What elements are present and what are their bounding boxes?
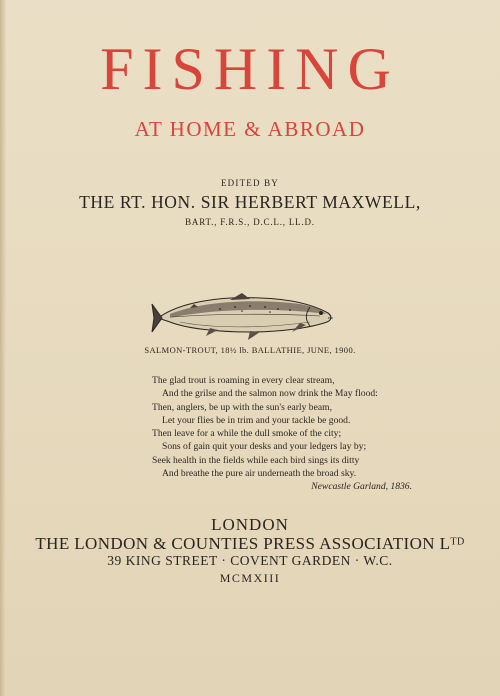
poem-line: Seek health in the fields while each bird sings its ditty (152, 454, 360, 466)
poem-source: Newcastle Garland, 1836. (311, 481, 412, 493)
imprint-address: 39 KING STREET · COVENT GARDEN · W.C. (107, 553, 393, 568)
imprint-year: MCMXIII (219, 571, 281, 585)
poem-line: And the grilse and the salmon now drink the May flood: (162, 388, 378, 400)
poem-line: And breathe the pure air underneath the broad sky. (162, 468, 357, 480)
poem-line: Then, anglers, be up with the sun's early beam, (152, 401, 332, 413)
salmon-trout-icon (150, 288, 340, 346)
epigraph-poem (152, 374, 452, 494)
editor-name: THE RT. HON. SIR HERBERT MAXWELL, (79, 192, 421, 212)
imprint-publisher: THE LONDON & COUNTIES PRESS ASSOCIATION Lᵀᴰ (35, 534, 465, 553)
editor-credentials: BART., F.R.S., D.C.L., LL.D. (185, 217, 315, 227)
poem-line: Then leave for a while the dull smoke of the city; (152, 428, 342, 440)
imprint-place: LONDON (211, 515, 289, 534)
poem-line: The glad trout is roaming in every clear stream, (152, 375, 335, 386)
book-subtitle: AT HOME & ABROAD (134, 117, 366, 141)
edited-by-label: EDITED BY (220, 178, 280, 188)
illustration-caption: SALMON-TROUT, 18½ lb. BALLATHIE, JUNE, 1900. (144, 345, 356, 355)
poem-line: Let your flies be in trim and your tackle be good. (162, 414, 351, 426)
book-title: FISHING (100, 36, 400, 102)
poem-line: Sons of gain quit your desks and your ledgers lay by; (162, 441, 367, 453)
